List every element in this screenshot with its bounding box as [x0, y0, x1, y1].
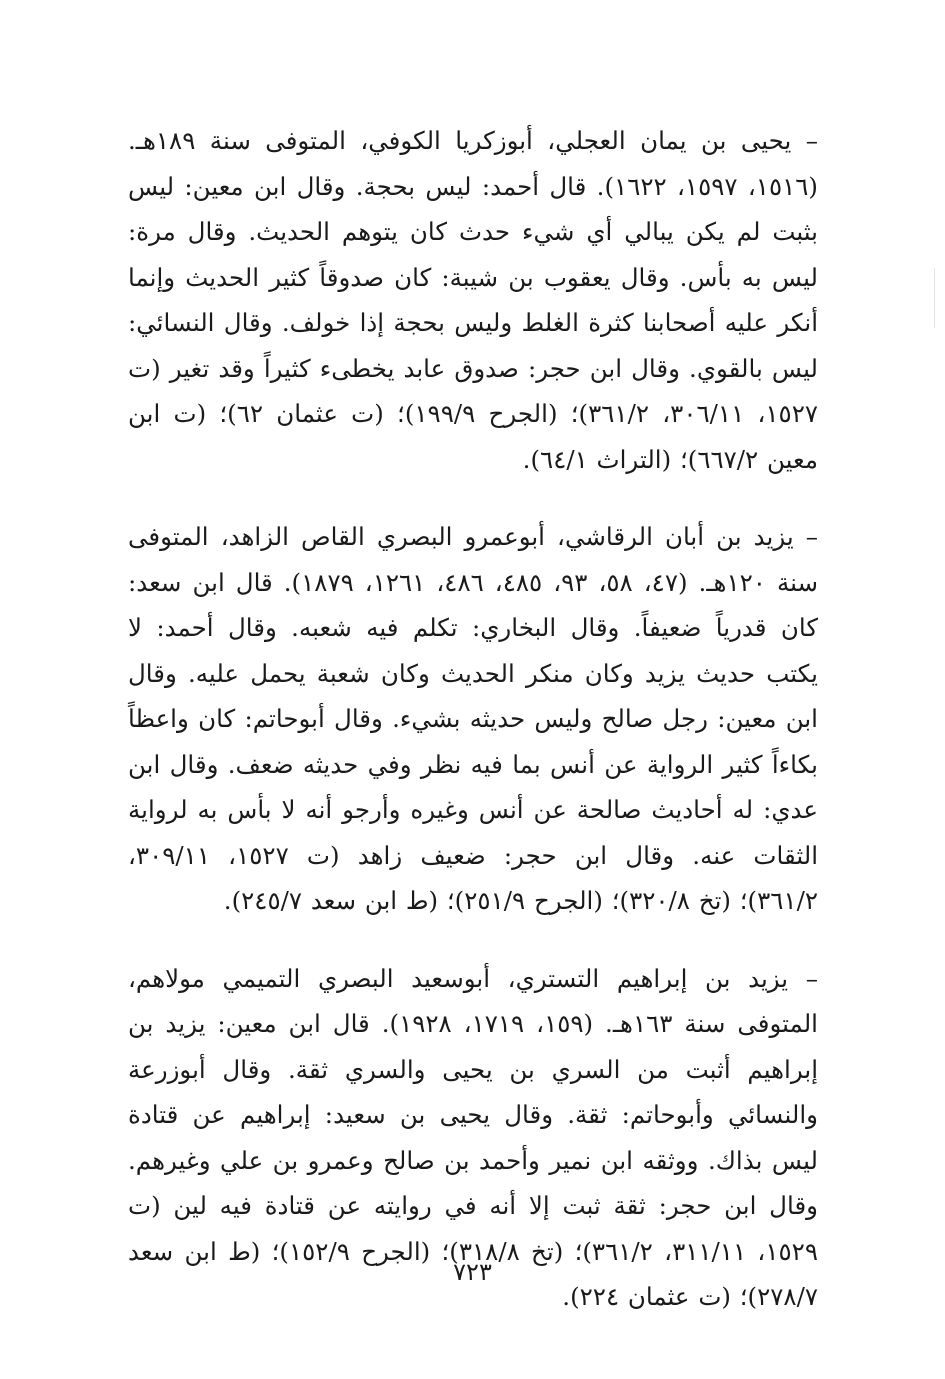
biography-entries	[128, 118, 818, 1320]
entry-yahya-ibn-yaman: – يحيى بن يمان العجلي، أبوزكريا الكوفي، المتوفى سنة ١٨٩هـ. (١٥١٦، ١٥٩٧، ١٦٢٢). قال أحمد: ليس بحجة. وقال ابن معين: ليس بثبت لم يكن يبالي أي شيء حدث كان يتوهم الحديث. وقال مرة: ليس به بأس. وقال يعقوب بن شيبة: كان صدوقاً كثير الحديث وإنما أنكر عليه أصحابنا كثرة الغلط وليس بحجة إذا خولف. وقال النسائي: ليس بالقوي. وقال ابن حجر: صدوق عابد يخطىء كثيراً وقد تغير (ت ١٥٢٧، ٣٠٦/١١، ٣٦١/٢)؛ (الجرح ١٩٩/٩)؛ (ت عثمان ٦٢)؛ (ت ابن معين ٦٦٧/٢)؛ (التراث ٦٤/١).	[128, 126, 819, 474]
entry-yazid-ibn-ibrahim: – يزيد بن إبراهيم التستري، أبوسعيد البصري التميمي مولاهم، المتوفى سنة ١٦٣هـ. (١٥٩، ١٧١٩، ١٩٢٨). قال ابن معين: يزيد بن إبراهيم أثبت من السري بن يحيى والسري ثقة. وقال أبوزرعة والنسائي وأبوحاتم: ثقة. وقال يحيى بن سعيد: إبراهيم عن قتادة ليس بذاك. ووثقه ابن نمير وأحمد بن صالح وعمرو بن علي وغيرهم. وقال ابن حجر: ثقة ثبت إلا أنه في روايته عن قتادة فيه لين (ت ١٥٢٩، ٣١١/١١، ٣٦١/٢)؛ (تخ ٣١٨/٨)؛ (الجرح ١٥٢/٩)؛ (ط ابن سعد ٢٧٨/٧)؛ (ت عثمان ٢٢٤).	[128, 963, 818, 1311]
page-edge-mark	[934, 268, 935, 328]
page-number: ٧٢٣	[453, 1258, 492, 1286]
entry-yazid-ibn-aban: – يزيد بن أبان الرقاشي، أبوعمرو البصري القاص الزاهد، المتوفى سنة ١٢٠هـ. (٤٧، ٥٨، ٩٣، ٤٨٥، ٤٨٦، ١٢٦١، ١٨٧٩). قال ابن سعد: كان قدرياً ضعيفاً. وقال البخاري: تكلم فيه شعبه. وقال أحمد: لا يكتب حديث يزيد وكان منكر الحديث وكان شعبة يحمل عليه. وقال ابن معين: رجل صالح وليس حديثه بشيء. وقال أبوحاتم: كان واعظاً بكاءاً كثير الرواية عن أنس بما فيه نظر وفي حديثه ضعف. وقال ابن عدي: له أحاديث صالحة عن أنس وغيره وأرجو أنه لا بأس به لرواية الثقات عنه. وقال ابن حجر: ضعيف زاهد (ت ١٥٢٧، ٣٠٩/١١، ٣٦١/٢)؛ (تخ ٣٢٠/٨)؛ (الجرح ٢٥١/٩)؛ (ط ابن سعد ٢٤٥/٧).	[128, 522, 819, 915]
